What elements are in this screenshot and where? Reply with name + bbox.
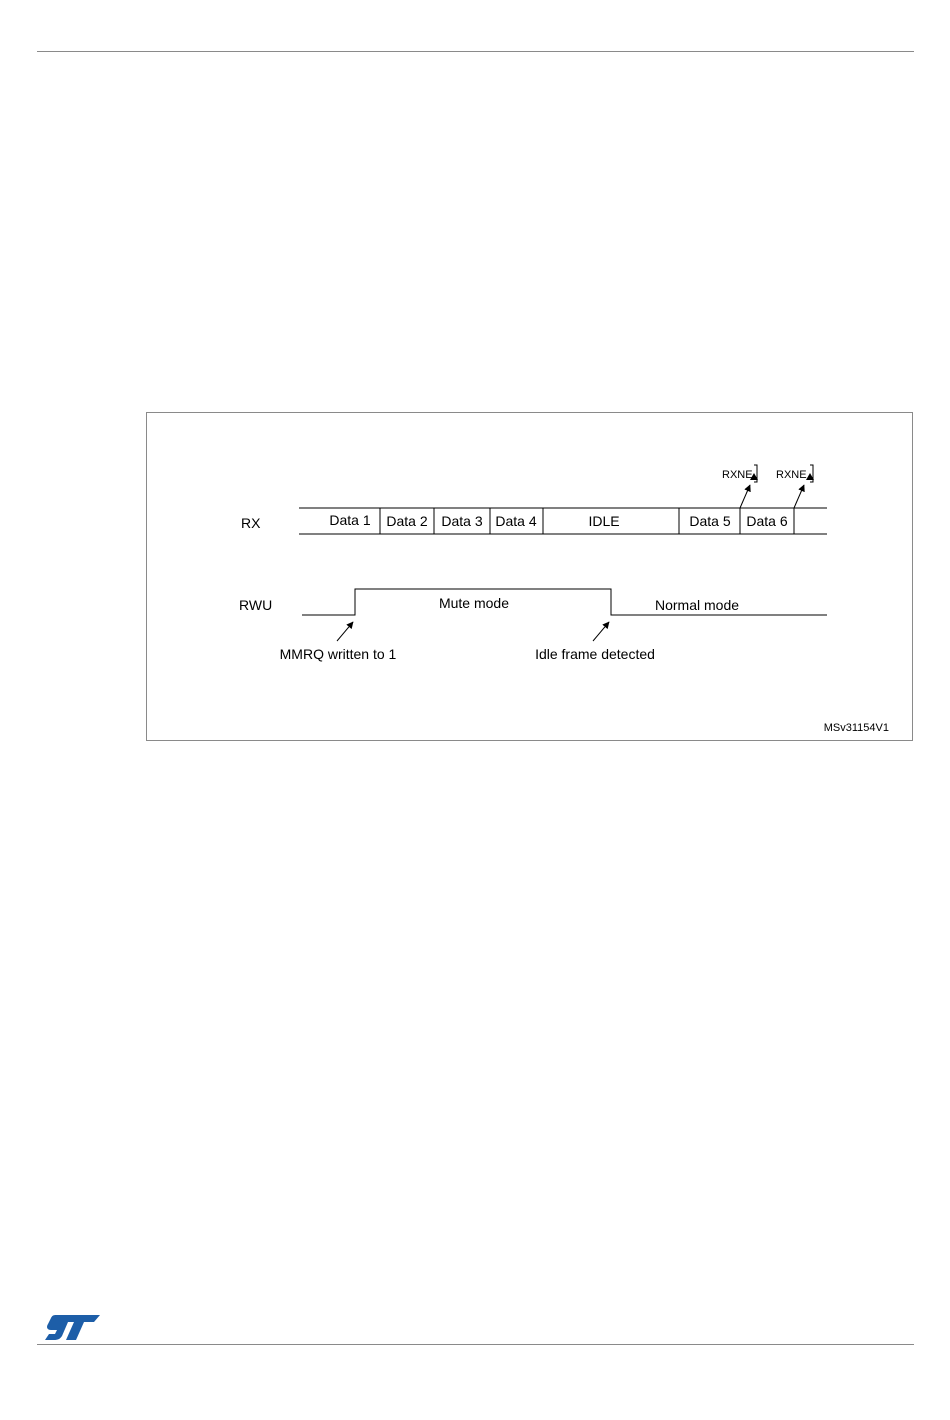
rx-frame-label: Data 4	[495, 513, 537, 529]
rx-frame-label: Data 1	[329, 512, 371, 528]
rx-frame-label: Data 5	[689, 513, 731, 529]
rx-frame-label: IDLE	[588, 513, 620, 529]
rx-frame-label: Data 6	[746, 513, 788, 529]
figure-id: MSv31154V1	[823, 722, 889, 734]
footer-rule	[37, 1344, 914, 1345]
mmrq-annotation: MMRQ written to 1	[279, 646, 397, 662]
rxne-flag-label: RXNE	[776, 469, 807, 481]
rx-frame-label: Data 3	[441, 513, 483, 529]
idle-annotation: Idle frame detected	[535, 646, 655, 662]
timing-diagram-figure	[146, 412, 913, 741]
timing-diagram	[147, 413, 914, 742]
mmrq-arrow	[337, 622, 353, 641]
rxne-flag-label: RXNE	[722, 469, 753, 481]
st-logo-icon	[44, 1313, 102, 1341]
idle-arrow	[593, 622, 609, 641]
normal-mode-label: Normal mode	[654, 597, 740, 613]
rwu-waveform	[302, 589, 827, 615]
rwu-signal-label: RWU	[239, 597, 273, 613]
mute-mode-label: Mute mode	[438, 595, 510, 611]
rxne-pointer-arrow	[794, 485, 804, 508]
rxne-pointer-arrow	[740, 485, 750, 508]
rx-frame-label: Data 2	[386, 513, 428, 529]
header-rule	[37, 51, 914, 52]
rx-signal-label: RX	[241, 515, 261, 531]
